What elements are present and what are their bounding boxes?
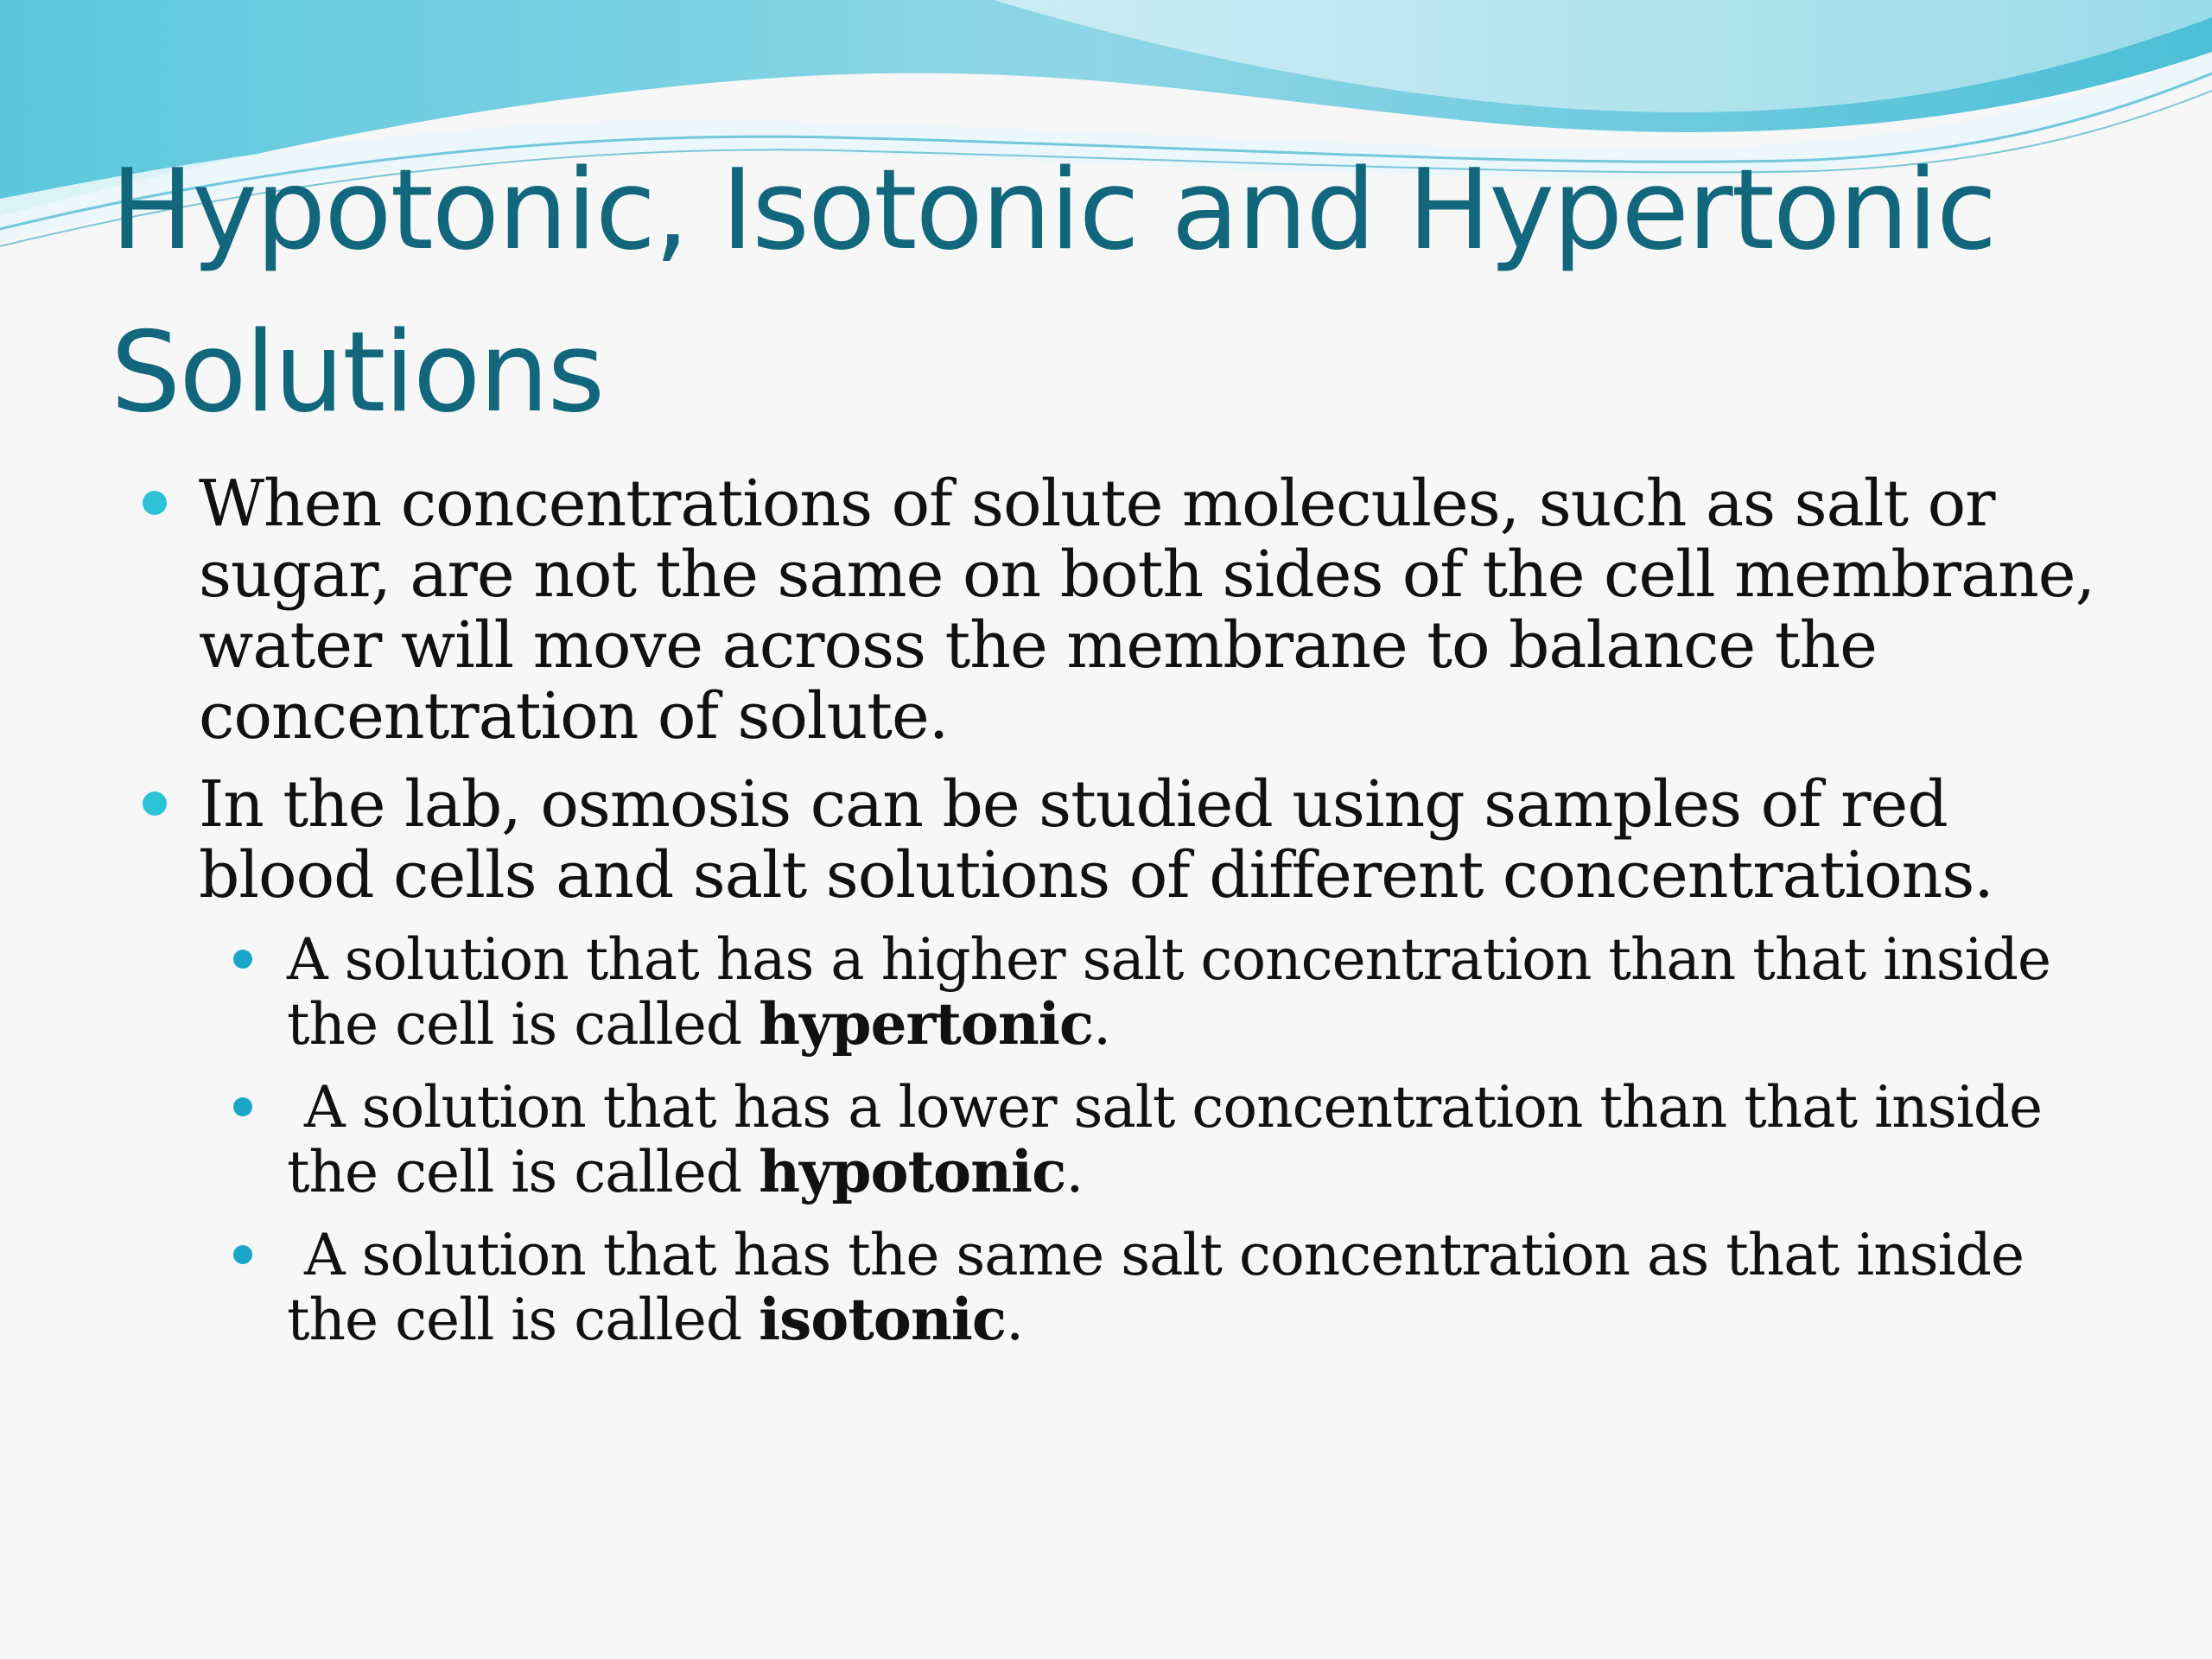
bullet-dot-icon [143,491,167,515]
bullet-text: When concentrations of solute molecules, such as salt or sugar, are not the same on both sides of the cell membrane, water will move across the membrane to balance the concentration of solute. [199,467,2095,753]
sub-bullet-dot-icon [233,1245,252,1264]
sub-bullet-dot-icon [233,950,252,969]
slide-title: Hypotonic, Isotonic and Hypertonic Solutions [111,146,1996,437]
slide-body [138,468,2108,1371]
sub-bullet-isotonic [138,1224,2108,1352]
sub-bullet-text: A solution that has a higher salt concentration than that inside the cell is called [287,926,2051,1058]
bullet-item-2 [138,769,2108,911]
sub-bullet-hypertonic [138,928,2108,1057]
term-isotonic: isotonic [759,1286,1007,1353]
bullet-text: In the lab, osmosis can be studied using samples of red blood cells and salt solutions of different concentrations. [199,767,1993,912]
sub-bullet-suffix: . [1093,991,1111,1058]
term-hypertonic: hypertonic [759,990,1094,1058]
sub-bullet-text: A solution that has the same salt concentration as that inside the cell is called [287,1222,2041,1353]
sub-bullet-suffix: . [1006,1287,1024,1353]
sub-bullet-suffix: . [1065,1139,1084,1205]
sub-bullet-dot-icon [233,1097,252,1116]
bullet-item-1 [138,468,2108,752]
sub-bullet-text: A solution that has a lower salt concentration than that inside the cell is called [287,1074,2060,1205]
sub-bullet-hypotonic [138,1076,2108,1205]
term-hypotonic: hypotonic [759,1138,1066,1205]
bullet-dot-icon [143,791,167,816]
